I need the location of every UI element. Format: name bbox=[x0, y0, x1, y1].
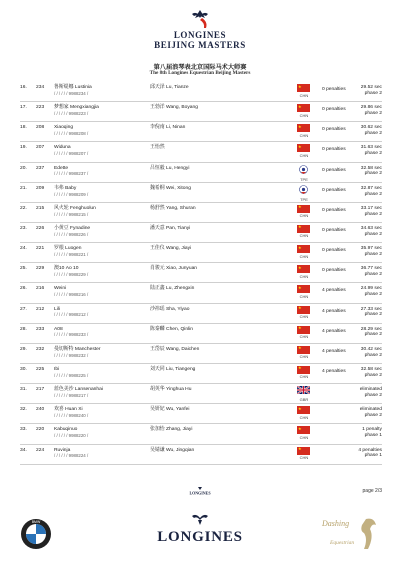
bib-number: 212 bbox=[36, 306, 45, 312]
rank: 28. bbox=[20, 326, 27, 332]
result-phase: phase 2 bbox=[364, 211, 382, 217]
event-header bbox=[0, 0, 400, 78]
horse-id: / / / / / / 9988226 / bbox=[54, 231, 89, 237]
result-time: 35.97 sec bbox=[360, 246, 382, 252]
page-number: page 2/3 bbox=[362, 488, 382, 494]
penalties: 0 penalties bbox=[322, 127, 346, 133]
result-cell bbox=[339, 125, 382, 137]
result-row bbox=[20, 324, 382, 344]
result-time: 27.33 sec bbox=[360, 306, 382, 312]
chn-flag-icon bbox=[297, 144, 310, 152]
horse-name: Widuna bbox=[54, 145, 71, 151]
horse-id: / / / / / / 9988233 / bbox=[54, 332, 89, 338]
bmw-logo bbox=[20, 518, 52, 550]
rider-name: 王怡然 bbox=[150, 145, 165, 151]
nation-cell bbox=[297, 124, 311, 138]
horse-name: Kabuqinuo bbox=[54, 427, 78, 433]
result-cell bbox=[339, 145, 382, 157]
horse-id: / / / / / / 9988234 / bbox=[54, 90, 89, 96]
bib-number: 237 bbox=[36, 165, 45, 171]
horse-name: 风火轮 Fenghuolun bbox=[54, 205, 96, 211]
horse-id: / / / / / / 9988217 / bbox=[54, 392, 89, 398]
nation-code: TPE bbox=[300, 176, 308, 182]
rider-name: 吕恒毅 Lu, Hengyi bbox=[150, 165, 190, 171]
horse-name: Ibi bbox=[54, 366, 60, 372]
horse-id: / / / / / / 9988221 / bbox=[54, 251, 89, 257]
tpe-flag-icon bbox=[298, 185, 309, 194]
result-phase: phase 2 bbox=[364, 251, 382, 257]
result-phase: phase 2 bbox=[364, 272, 382, 278]
nation-cell bbox=[297, 225, 311, 239]
bib-number: 208 bbox=[36, 125, 45, 131]
event-title-english: The 8th Longines Equestrian Beijing Masters bbox=[149, 70, 251, 76]
event-title-chinese: 第八届浪琴表北京国际马术大师赛 bbox=[153, 64, 247, 71]
rank: 22. bbox=[20, 205, 27, 211]
bib-number: 234 bbox=[36, 85, 45, 90]
result-cell bbox=[339, 186, 382, 198]
penalties: 4 penalties bbox=[322, 288, 346, 294]
rider-name: 陈秦麟 Chen, Qinlin bbox=[150, 326, 193, 332]
nation-code: CHN bbox=[299, 434, 309, 440]
longines-sponsor-logo: LONGINES bbox=[157, 529, 243, 545]
horse-id: / / / / / / 9988208 / bbox=[54, 131, 89, 137]
flag-star-icon: ★ bbox=[298, 103, 302, 109]
horse-cell bbox=[54, 407, 148, 419]
result-phase: phase 2 bbox=[364, 191, 382, 197]
brand-line-2: BEIJING MASTERS bbox=[154, 40, 246, 50]
result-cell bbox=[339, 286, 382, 298]
bib-number: 232 bbox=[36, 346, 45, 352]
rider-name: 杨舒然 Yang, Shuran bbox=[150, 205, 196, 211]
flag-star-icon: ★ bbox=[298, 284, 302, 290]
horse-cell bbox=[54, 427, 148, 439]
result-cell bbox=[339, 307, 382, 319]
horse-cell bbox=[54, 166, 148, 178]
result-phase: phase 2 bbox=[364, 292, 382, 298]
horse-name: Xiaoqing bbox=[54, 125, 74, 131]
result-cell bbox=[339, 166, 382, 178]
horse-id: / / / / / / 9988215 / bbox=[54, 211, 89, 217]
horse-name: 梦想家 Mengxiangjia bbox=[54, 105, 99, 111]
result-row bbox=[20, 223, 382, 243]
rider-name: 王勃洋 Wang, Boyang bbox=[150, 105, 198, 111]
result-phase: phase 2 bbox=[364, 171, 382, 177]
chn-flag-icon bbox=[297, 447, 310, 455]
bib-number: 226 bbox=[36, 225, 45, 231]
horse-cell bbox=[54, 266, 148, 278]
horse-name: 鲁斯缇娜 Lustinia bbox=[54, 85, 92, 90]
penalties: 0 penalties bbox=[322, 248, 346, 254]
result-row bbox=[20, 142, 382, 162]
result-time: 1 penalty bbox=[362, 427, 382, 433]
rank: 24. bbox=[20, 246, 27, 252]
horse-cell bbox=[54, 448, 148, 460]
penalties: 4 penalties bbox=[322, 308, 346, 314]
horse-cell bbox=[54, 85, 148, 97]
horse-name: 曼切斯特 Manchester bbox=[54, 346, 101, 352]
nation-code: CHN bbox=[299, 293, 309, 299]
nation-cell bbox=[297, 144, 311, 158]
result-time: 4 penalties bbox=[358, 447, 382, 453]
chn-flag-icon bbox=[297, 225, 310, 233]
rank: 20. bbox=[20, 165, 27, 171]
horse-name: Edette bbox=[54, 165, 69, 171]
rank: 17. bbox=[20, 105, 27, 111]
nation-code: CHN bbox=[299, 132, 309, 138]
penalties: 0 penalties bbox=[322, 147, 346, 153]
horse-id: / / / / / / 9988216 / bbox=[54, 292, 89, 298]
chn-flag-icon bbox=[297, 326, 310, 334]
nation-code: CHN bbox=[299, 314, 309, 320]
result-time: 36.77 sec bbox=[360, 266, 382, 272]
rank: 30. bbox=[20, 366, 27, 372]
nation-code: CHN bbox=[299, 213, 309, 219]
nation-code: TPE bbox=[300, 197, 308, 202]
chn-flag-icon bbox=[297, 265, 310, 273]
result-row bbox=[20, 283, 382, 303]
longines-large-winged-icon bbox=[191, 512, 209, 526]
nation-cell bbox=[297, 185, 311, 203]
longines-small-logo-text: LONGINES bbox=[189, 490, 211, 495]
gbr-flag-icon bbox=[297, 386, 310, 394]
rank: 26. bbox=[20, 286, 27, 292]
horse-id: / / / / / / 9988232 / bbox=[54, 352, 89, 358]
nation-code: CHN bbox=[299, 334, 309, 340]
rider-name: 王佳仪 Wang, Jiayi bbox=[150, 246, 192, 252]
horse-name: Lili bbox=[54, 306, 60, 312]
result-row bbox=[20, 404, 382, 424]
rider-name: 吴妍妃 Wu, Yanfei bbox=[150, 407, 190, 413]
chn-flag-icon bbox=[297, 306, 310, 314]
penalties: 0 penalties bbox=[322, 207, 346, 213]
result-row bbox=[20, 122, 382, 142]
nation-cell bbox=[297, 326, 311, 340]
result-phase: phase 1 bbox=[364, 433, 382, 439]
horse-cell bbox=[54, 286, 148, 298]
tpe-flag-icon bbox=[298, 165, 309, 174]
rank: 18. bbox=[20, 125, 27, 131]
horse-cell bbox=[54, 367, 148, 379]
flag-star-icon: ★ bbox=[298, 204, 302, 210]
result-cell bbox=[339, 246, 382, 258]
bib-number: 240 bbox=[36, 407, 45, 413]
result-cell bbox=[339, 327, 382, 339]
result-phase: phase 2 bbox=[364, 332, 382, 338]
result-cell bbox=[339, 347, 382, 359]
horse-cell bbox=[54, 125, 148, 137]
bib-number: 225 bbox=[36, 366, 45, 372]
horse-name: 欢喜 Huan Xi bbox=[54, 407, 83, 413]
result-row bbox=[20, 203, 382, 223]
horse-name: 蓝色美沙 Lansenanhai bbox=[54, 387, 103, 393]
nation-cell bbox=[297, 265, 311, 279]
result-time: 34.63 sec bbox=[360, 225, 382, 231]
result-time: 24.99 sec bbox=[360, 286, 382, 292]
nation-code: CHN bbox=[299, 92, 309, 98]
penalties: 4 penalties bbox=[322, 348, 346, 354]
nation-cell bbox=[297, 104, 311, 118]
result-phase: phase 2 bbox=[364, 231, 382, 237]
longines-small-logo bbox=[183, 487, 217, 495]
chn-flag-icon bbox=[297, 346, 310, 354]
result-time: 29.86 sec bbox=[360, 105, 382, 111]
result-time: eliminated bbox=[359, 407, 382, 413]
nation-cell bbox=[297, 386, 311, 403]
chn-flag-icon bbox=[297, 205, 310, 213]
flag-star-icon: ★ bbox=[298, 244, 302, 250]
nation-cell bbox=[297, 366, 311, 380]
nation-cell bbox=[297, 205, 311, 219]
horse-cell bbox=[54, 327, 148, 339]
result-phase: phase 2 bbox=[364, 90, 382, 96]
horse-cell bbox=[54, 105, 148, 117]
result-time: 31.63 sec bbox=[360, 145, 382, 151]
nation-code: CHN bbox=[299, 354, 309, 360]
flag-star-icon: ★ bbox=[298, 446, 302, 452]
chn-flag-icon bbox=[297, 245, 310, 253]
result-cell bbox=[339, 206, 382, 218]
bib-number: 220 bbox=[36, 427, 45, 433]
flag-star-icon: ★ bbox=[298, 365, 302, 371]
horse-id: / / / / / / 9988224 / bbox=[54, 453, 89, 459]
dashing-logo-line2: Equestrian bbox=[330, 540, 355, 546]
nation-cell bbox=[297, 245, 311, 259]
horse-cell bbox=[54, 387, 148, 399]
penalties: 4 penalties bbox=[322, 368, 346, 374]
flag-star-icon: ★ bbox=[298, 264, 302, 270]
result-row bbox=[20, 424, 382, 444]
bmw-logo-text: BMW bbox=[31, 520, 41, 524]
rank: 27. bbox=[20, 306, 27, 312]
nation-cell bbox=[297, 285, 311, 299]
result-row bbox=[20, 263, 382, 283]
result-time: 29.52 sec bbox=[360, 85, 382, 90]
horse-id: / / / / / / 9988223 / bbox=[54, 110, 89, 116]
horse-id: / / / / / / 9988240 / bbox=[54, 413, 89, 419]
horse-cell bbox=[54, 347, 148, 359]
result-time: 30.62 sec bbox=[360, 125, 382, 131]
horse-cell bbox=[54, 307, 148, 319]
rider-name: 魏希桐 Wei, Xitong bbox=[150, 185, 191, 191]
bib-number: 221 bbox=[36, 246, 45, 252]
horse-cell bbox=[54, 206, 148, 218]
horse-name: A08 bbox=[54, 326, 63, 332]
penalties: 0 penalties bbox=[322, 227, 346, 233]
result-row bbox=[20, 102, 382, 122]
rider-name: 邱天泽 Lu, Tianze bbox=[150, 85, 189, 90]
result-row bbox=[20, 163, 382, 183]
rider-name: 肖骏元 Xiao, Junyuan bbox=[150, 266, 198, 272]
nation-code: CHN bbox=[299, 414, 309, 420]
penalties: 0 penalties bbox=[322, 187, 346, 193]
result-time: eliminated bbox=[359, 387, 382, 393]
rider-name: 张加怡 Zhang, Jiayi bbox=[150, 427, 193, 433]
rider-name: 王岱辰 Wang, Daichen bbox=[150, 346, 200, 352]
nation-code: CHN bbox=[299, 233, 309, 239]
flag-star-icon: ★ bbox=[298, 143, 302, 149]
rider-name: 刘天同 Liu, Tiangeng bbox=[150, 366, 196, 372]
penalties: 0 penalties bbox=[322, 87, 346, 92]
dashing-logo-line1: Dashing bbox=[322, 519, 350, 528]
result-phase: phase 2 bbox=[364, 372, 382, 378]
result-phase: phase 1 bbox=[364, 453, 382, 459]
horse-id: / / / / / / 9988207 / bbox=[54, 151, 89, 157]
chn-flag-icon bbox=[297, 285, 310, 293]
flag-star-icon: ★ bbox=[298, 305, 302, 311]
rank: 32. bbox=[20, 407, 27, 413]
rider-name: 沙祎瑶 Sha, Yiyao bbox=[150, 306, 190, 312]
chn-flag-icon bbox=[297, 426, 310, 434]
horse-name: 韦弗 Baby bbox=[54, 185, 77, 191]
penalties: 0 penalties bbox=[322, 268, 346, 274]
nation-cell bbox=[297, 84, 311, 98]
dashing-equestrian-horse-icon bbox=[322, 515, 382, 557]
bib-number: 217 bbox=[36, 387, 45, 393]
nation-code: CHN bbox=[299, 253, 309, 259]
rank: 21. bbox=[20, 185, 27, 191]
rank: 23. bbox=[20, 225, 27, 231]
result-time: 32.87 sec bbox=[360, 185, 382, 191]
rider-name: 潘天意 Pan, Tianyi bbox=[150, 225, 191, 231]
flag-star-icon: ★ bbox=[298, 83, 302, 89]
nation-code: CHN bbox=[299, 112, 309, 118]
result-time: 28.29 sec bbox=[360, 326, 382, 332]
result-cell bbox=[339, 105, 382, 117]
result-cell bbox=[339, 427, 382, 439]
horse-cell bbox=[54, 186, 148, 198]
nation-code: CHN bbox=[299, 273, 309, 279]
nation-code: GBR bbox=[299, 397, 309, 403]
bib-number: 229 bbox=[36, 266, 45, 272]
result-cell bbox=[339, 407, 382, 419]
nation-code: CHN bbox=[299, 374, 309, 380]
result-cell bbox=[339, 367, 382, 379]
flag-star-icon: ★ bbox=[298, 325, 302, 331]
horse-name: 小黄豆 Fynadine bbox=[54, 225, 91, 231]
nation-cell bbox=[297, 346, 311, 360]
brand-line-1: LONGINES bbox=[173, 30, 227, 40]
nation-cell bbox=[297, 406, 311, 420]
chn-flag-icon bbox=[297, 124, 310, 132]
result-time: 32.58 sec bbox=[360, 366, 382, 372]
result-row bbox=[20, 82, 382, 102]
longines-winged-hourglass-icon bbox=[188, 8, 212, 30]
horse-name: Weini bbox=[54, 286, 67, 292]
result-row bbox=[20, 445, 382, 465]
nation-cell bbox=[297, 447, 311, 461]
horse-cell bbox=[54, 246, 148, 258]
result-phase: phase 2 bbox=[364, 312, 382, 318]
penalties: 0 penalties bbox=[322, 167, 346, 173]
horse-id: / / / / / / 9988229 / bbox=[54, 272, 89, 278]
rank: 31. bbox=[20, 387, 27, 393]
flag-star-icon: ★ bbox=[298, 425, 302, 431]
result-phase: phase 2 bbox=[364, 392, 382, 398]
result-row bbox=[20, 364, 382, 384]
rider-name: 李倪南 Li, Ninan bbox=[150, 125, 186, 131]
nation-code: CHN bbox=[299, 152, 309, 158]
horse-cell bbox=[54, 145, 148, 157]
rank: 25. bbox=[20, 266, 27, 272]
horse-name: 澳10 Ao 10 bbox=[54, 266, 79, 272]
penalties: 0 penalties bbox=[322, 107, 346, 113]
result-phase: phase 2 bbox=[364, 352, 382, 358]
horse-name: Ruvinja bbox=[54, 447, 71, 453]
rank: 16. bbox=[20, 85, 27, 90]
result-row bbox=[20, 183, 382, 203]
result-time: 33.17 sec bbox=[360, 205, 382, 211]
horse-cell bbox=[54, 226, 148, 238]
result-time: 32.58 sec bbox=[360, 165, 382, 171]
horse-name: 罗根 Luogen bbox=[54, 246, 82, 252]
rider-name: 陆正鑫 Lu, Zhengxin bbox=[150, 286, 195, 292]
result-time: 30.42 sec bbox=[360, 346, 382, 352]
result-row bbox=[20, 384, 382, 404]
rank: 34. bbox=[20, 447, 27, 453]
horse-id: / / / / / / 9988212 / bbox=[54, 312, 89, 318]
chn-flag-icon bbox=[297, 366, 310, 374]
penalties: 4 penalties bbox=[322, 328, 346, 334]
flag-star-icon: ★ bbox=[298, 405, 302, 411]
flag-star-icon: ★ bbox=[298, 345, 302, 351]
horse-id: / / / / / / 9988237 / bbox=[54, 171, 89, 177]
results-table bbox=[20, 82, 382, 465]
result-phase: phase 2 bbox=[364, 413, 382, 419]
nation-cell bbox=[297, 165, 311, 183]
bib-number: 215 bbox=[36, 205, 45, 211]
result-phase: phase 2 bbox=[364, 131, 382, 137]
result-cell bbox=[339, 226, 382, 238]
rider-name: 吴婧谦 Wu, Jingqian bbox=[150, 447, 195, 453]
result-phase: phase 2 bbox=[364, 151, 382, 157]
result-cell bbox=[339, 266, 382, 278]
horse-id: / / / / / / 9988209 / bbox=[54, 191, 89, 197]
flag-star-icon: ★ bbox=[298, 224, 302, 230]
nation-cell bbox=[297, 306, 311, 320]
result-cell bbox=[339, 85, 382, 97]
chn-flag-icon bbox=[297, 406, 310, 414]
rank: 29. bbox=[20, 346, 27, 352]
bib-number: 207 bbox=[36, 145, 45, 151]
nation-code: CHN bbox=[299, 455, 309, 461]
horse-id: / / / / / / 9988220 / bbox=[54, 433, 89, 439]
result-cell bbox=[339, 448, 382, 460]
bib-number: 224 bbox=[36, 447, 45, 453]
result-cell bbox=[339, 387, 382, 399]
nation-cell bbox=[297, 426, 311, 440]
result-phase: phase 2 bbox=[364, 110, 382, 116]
rank: 19. bbox=[20, 145, 27, 151]
rider-name: 胡英华 Yinghua Hu bbox=[150, 387, 192, 393]
flag-star-icon: ★ bbox=[298, 123, 302, 129]
result-row bbox=[20, 243, 382, 263]
bib-number: 209 bbox=[36, 185, 45, 191]
chn-flag-icon bbox=[297, 104, 310, 112]
chn-flag-icon bbox=[297, 84, 310, 92]
rank: 33. bbox=[20, 427, 27, 433]
result-row bbox=[20, 344, 382, 364]
bib-number: 216 bbox=[36, 286, 45, 292]
result-row bbox=[20, 304, 382, 324]
bib-number: 233 bbox=[36, 326, 45, 332]
bib-number: 223 bbox=[36, 105, 45, 111]
horse-id: / / / / / / 9988225 / bbox=[54, 372, 89, 378]
